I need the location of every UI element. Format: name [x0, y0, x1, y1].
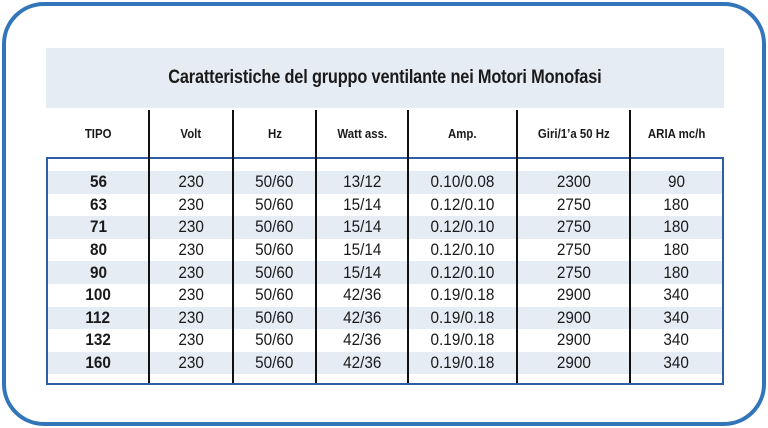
cell-hz [234, 239, 315, 262]
cell-value: 50/60 [255, 240, 294, 260]
cell-amp [409, 216, 516, 239]
cell-value: 50/60 [255, 353, 294, 373]
cell-tipo [48, 352, 148, 375]
cell-value: 180 [663, 194, 690, 214]
cell-aria [631, 284, 722, 307]
cell-watt [317, 261, 407, 284]
cell-tipo [48, 284, 148, 307]
cell-tipo [48, 239, 148, 262]
cell-giri [518, 307, 629, 330]
cell-value: 15/14 [342, 217, 382, 237]
cell-hz [234, 171, 315, 194]
cell-aria [631, 352, 722, 375]
cell-value: 0.19/0.18 [430, 307, 495, 327]
cell-watt [317, 329, 407, 352]
header-label: Hz [267, 125, 282, 141]
cell-value: 100 [85, 285, 111, 305]
cell-giri [518, 261, 629, 284]
header-amp [409, 110, 516, 156]
cell-tipo [48, 307, 148, 330]
header-label: Watt ass. [337, 125, 387, 141]
header-aria [631, 110, 722, 156]
cell-hz [234, 216, 315, 239]
cell-value: 42/36 [342, 330, 382, 350]
cell-value: 50/60 [255, 172, 294, 192]
cell-giri [518, 216, 629, 239]
cell-value: 0.19/0.18 [430, 353, 495, 373]
cell-tipo [48, 261, 148, 284]
cell-volt [150, 284, 232, 307]
header-giri [518, 110, 629, 156]
cell-tipo [48, 216, 148, 239]
cell-value: 15/14 [342, 194, 382, 214]
cell-value: 0.12/0.10 [430, 240, 495, 260]
cell-amp [409, 284, 516, 307]
cell-aria [631, 216, 722, 239]
cell-value: 340 [663, 353, 690, 373]
cell-value: 230 [178, 172, 204, 192]
column-divider [148, 110, 150, 383]
cell-watt [317, 352, 407, 375]
cell-giri [518, 352, 629, 375]
cell-amp [409, 329, 516, 352]
cell-value: 160 [85, 353, 111, 373]
column-divider [407, 110, 409, 383]
header-volt [150, 110, 232, 156]
column-divider [629, 110, 631, 383]
cell-giri [518, 284, 629, 307]
cell-value: 63 [89, 194, 107, 214]
cell-value: 2900 [556, 353, 591, 373]
cell-value: 42/36 [342, 353, 382, 373]
cell-value: 0.12/0.10 [430, 262, 495, 282]
cell-value: 0.10/0.08 [430, 172, 495, 192]
cell-amp [409, 194, 516, 217]
cell-value: 2750 [556, 262, 591, 282]
cell-value: 56 [89, 172, 107, 192]
cell-value: 50/60 [255, 194, 294, 214]
column-divider [516, 110, 518, 383]
title-band [46, 48, 724, 108]
cell-value: 230 [178, 330, 204, 350]
cell-volt [150, 239, 232, 262]
header-label: TIPO [84, 125, 112, 141]
cell-amp [409, 171, 516, 194]
cell-volt [150, 307, 232, 330]
cell-value: 2300 [556, 172, 591, 192]
cell-hz [234, 307, 315, 330]
cell-value: 230 [178, 240, 204, 260]
cell-value: 180 [663, 217, 690, 237]
cell-aria [631, 307, 722, 330]
cell-volt [150, 171, 232, 194]
cell-giri [518, 239, 629, 262]
cell-value: 71 [89, 217, 107, 237]
cell-value: 90 [667, 172, 686, 192]
cell-value: 0.12/0.10 [430, 217, 495, 237]
cell-volt [150, 216, 232, 239]
cell-amp [409, 239, 516, 262]
cell-tipo [48, 171, 148, 194]
cell-value: 180 [663, 240, 690, 260]
cell-value: 112 [85, 307, 111, 327]
cell-hz [234, 352, 315, 375]
cell-giri [518, 194, 629, 217]
cell-value: 2750 [556, 217, 591, 237]
cell-value: 15/14 [342, 262, 382, 282]
cell-value: 340 [663, 285, 690, 305]
header-label: Volt [180, 125, 202, 141]
cell-value: 180 [663, 262, 690, 282]
cell-watt [317, 194, 407, 217]
header-label: Giri/1’a 50 Hz [537, 125, 610, 141]
cell-watt [317, 216, 407, 239]
cell-value: 90 [89, 262, 107, 282]
cell-value: 230 [178, 262, 204, 282]
cell-value: 230 [178, 285, 204, 305]
cell-volt [150, 194, 232, 217]
cell-hz [234, 194, 315, 217]
cell-value: 80 [89, 240, 107, 260]
cell-tipo [48, 194, 148, 217]
cell-tipo [48, 329, 148, 352]
cell-value: 15/14 [342, 240, 382, 260]
cell-value: 50/60 [255, 330, 294, 350]
cell-value: 50/60 [255, 262, 294, 282]
cell-hz [234, 329, 315, 352]
cell-value: 0.12/0.10 [430, 194, 495, 214]
cell-aria [631, 329, 722, 352]
cell-amp [409, 261, 516, 284]
header-hz [234, 110, 315, 156]
cell-value: 132 [85, 330, 111, 350]
cell-volt [150, 329, 232, 352]
cell-value: 230 [178, 353, 204, 373]
cell-value: 230 [178, 217, 204, 237]
cell-giri [518, 171, 629, 194]
cell-watt [317, 307, 407, 330]
cell-aria [631, 239, 722, 262]
cell-watt [317, 171, 407, 194]
column-divider [232, 110, 234, 383]
column-divider [315, 110, 317, 383]
header-watt [317, 110, 407, 156]
table-title: Caratteristiche del gruppo ventilante nei Motori Monofasi [168, 67, 602, 88]
header-tipo [48, 110, 148, 156]
cell-value: 0.19/0.18 [430, 330, 495, 350]
cell-value: 2900 [556, 285, 591, 305]
cell-hz [234, 261, 315, 284]
cell-volt [150, 352, 232, 375]
cell-aria [631, 194, 722, 217]
cell-watt [317, 239, 407, 262]
cell-value: 0.19/0.18 [430, 285, 495, 305]
cell-value: 230 [178, 307, 204, 327]
header-label: Amp. [448, 125, 477, 141]
cell-value: 2900 [556, 307, 591, 327]
cell-value: 42/36 [342, 285, 382, 305]
cell-value: 340 [663, 307, 690, 327]
cell-watt [317, 284, 407, 307]
cell-aria [631, 261, 722, 284]
cell-value: 230 [178, 194, 204, 214]
cell-value: 50/60 [255, 307, 294, 327]
cell-value: 340 [663, 330, 690, 350]
cell-amp [409, 352, 516, 375]
cell-value: 13/12 [342, 172, 382, 192]
cell-amp [409, 307, 516, 330]
cell-value: 50/60 [255, 217, 294, 237]
cell-giri [518, 329, 629, 352]
cell-value: 2750 [556, 194, 591, 214]
cell-value: 2750 [556, 240, 591, 260]
cell-value: 2900 [556, 330, 591, 350]
header-label: ARIA mc/h [647, 125, 706, 141]
cell-volt [150, 261, 232, 284]
cell-aria [631, 171, 722, 194]
cell-hz [234, 284, 315, 307]
cell-value: 42/36 [342, 307, 382, 327]
cell-value: 50/60 [255, 285, 294, 305]
